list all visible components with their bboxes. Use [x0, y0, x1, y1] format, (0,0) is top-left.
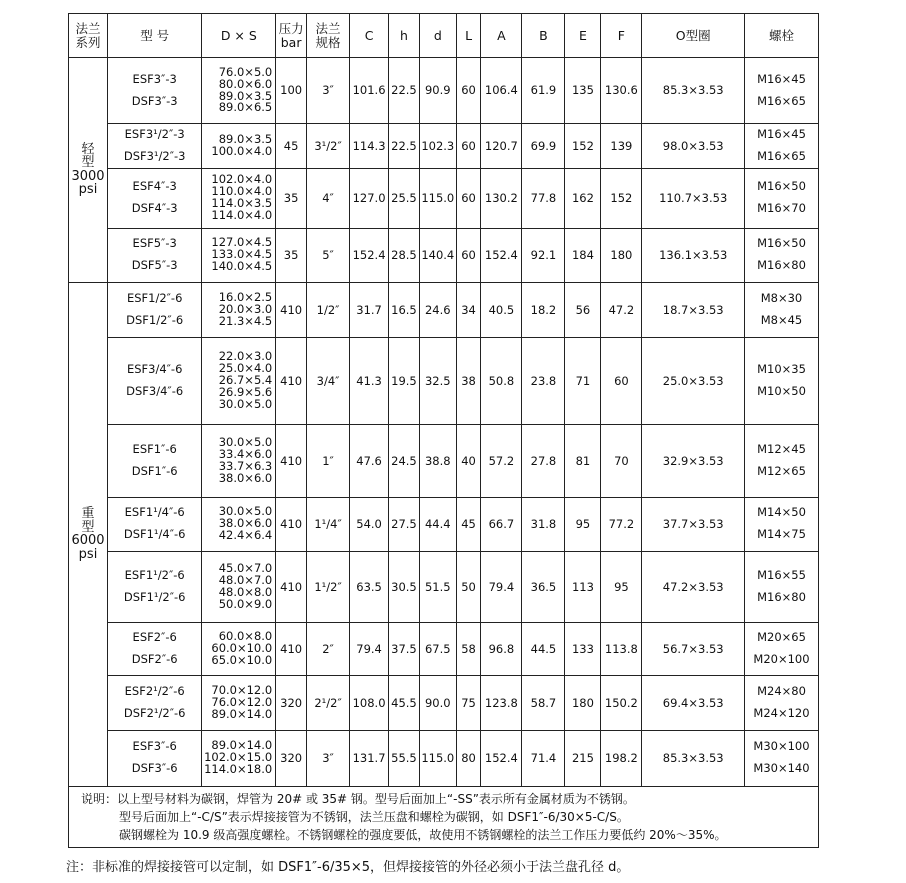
bolt-cell: M16×55 M16×80	[745, 551, 819, 622]
header-model: 型 号	[107, 14, 201, 58]
b-cell: 69.9	[522, 124, 565, 169]
bar-cell: 410	[276, 337, 307, 424]
a-cell: 152.4	[481, 228, 522, 282]
d-cell: 38.8	[419, 424, 456, 497]
h-cell: 28.5	[389, 228, 420, 282]
b-cell: 31.8	[522, 497, 565, 551]
b-cell: 44.5	[522, 622, 565, 675]
l-cell: 50	[456, 551, 481, 622]
f-cell: 139	[601, 124, 642, 169]
c-cell: 54.0	[350, 497, 389, 551]
b-cell: 92.1	[522, 228, 565, 282]
model-cell: ESF3″-3 DSF3″-3	[107, 58, 201, 124]
e-cell: 180	[565, 675, 601, 730]
note-line-1: 说明：以上型号材料为碳钢，焊管为 20# 或 35# 钢。型号后面加上“-SS”表示所有金属材质为不锈钢。	[81, 791, 635, 806]
oring-cell: 136.1×3.53	[642, 228, 745, 282]
bolt-cell: M16×45 M16×65	[745, 124, 819, 169]
f-cell: 113.8	[601, 622, 642, 675]
f-cell: 70	[601, 424, 642, 497]
bar-cell: 320	[276, 675, 307, 730]
model-cell: ESF1¹/2″-6 DSF1¹/2″-6	[107, 551, 201, 622]
a-cell: 96.8	[481, 622, 522, 675]
f-cell: 198.2	[601, 730, 642, 786]
footnote: 注：非标准的焊接接管可以定制，如 DSF1″-6/35×5，但焊接接管的外径必须小于法兰盘孔径 d。	[66, 860, 630, 875]
size-cell: 3″	[307, 58, 350, 124]
header-oring: O型圈	[642, 14, 745, 58]
h-cell: 19.5	[389, 337, 420, 424]
dxs-cell: 60.0×8.0 60.0×10.0 65.0×10.0	[202, 622, 276, 675]
e-cell: 71	[565, 337, 601, 424]
oring-cell: 32.9×3.53	[642, 424, 745, 497]
a-cell: 79.4	[481, 551, 522, 622]
oring-cell: 98.0×3.53	[642, 124, 745, 169]
dxs-cell: 30.0×5.0 33.4×6.0 33.7×6.3 38.0×6.0	[202, 424, 276, 497]
d-cell: 90.9	[419, 58, 456, 124]
a-cell: 40.5	[481, 282, 522, 337]
h-cell: 22.5	[389, 124, 420, 169]
header-a: A	[481, 14, 522, 58]
dxs-cell: 76.0×5.0 80.0×6.0 89.0×3.5 89.0×6.5	[202, 58, 276, 124]
a-cell: 152.4	[481, 730, 522, 786]
bolt-cell: M16×50 M16×70	[745, 168, 819, 228]
oring-cell: 18.7×3.53	[642, 282, 745, 337]
a-cell: 120.7	[481, 124, 522, 169]
c-cell: 47.6	[350, 424, 389, 497]
size-cell: 3″	[307, 730, 350, 786]
bar-cell: 410	[276, 282, 307, 337]
model-cell: ESF2¹/2″-6 DSF2¹/2″-6	[107, 675, 201, 730]
oring-cell: 85.3×3.53	[642, 58, 745, 124]
f-cell: 77.2	[601, 497, 642, 551]
bar-cell: 410	[276, 622, 307, 675]
c-cell: 41.3	[350, 337, 389, 424]
b-cell: 61.9	[522, 58, 565, 124]
header-dxs: D × S	[202, 14, 276, 58]
notes-row	[69, 786, 819, 847]
header-f: F	[601, 14, 642, 58]
note-line-2: 型号后面加上“-C/S”表示焊接接管为不锈钢，法兰压盘和螺栓为碳钢，如 DSF1″-6/30×5-C/S。	[119, 809, 629, 824]
c-cell: 114.3	[350, 124, 389, 169]
f-cell: 130.6	[601, 58, 642, 124]
c-cell: 31.7	[350, 282, 389, 337]
h-cell: 22.5	[389, 58, 420, 124]
dxs-cell: 16.0×2.5 20.0×3.0 21.3×4.5	[202, 282, 276, 337]
e-cell: 133	[565, 622, 601, 675]
dxs-cell: 22.0×3.0 25.0×4.0 26.7×5.4 26.9×5.6 30.0×5.0	[202, 337, 276, 424]
h-cell: 25.5	[389, 168, 420, 228]
bar-cell: 35	[276, 168, 307, 228]
oring-cell: 69.4×3.53	[642, 675, 745, 730]
l-cell: 60	[456, 168, 481, 228]
dxs-cell: 30.0×5.0 38.0×6.0 42.4×6.4	[202, 497, 276, 551]
header-pressure: 压力 bar	[276, 14, 307, 58]
model-cell: ESF4″-3 DSF4″-3	[107, 168, 201, 228]
f-cell: 180	[601, 228, 642, 282]
d-cell: 90.0	[419, 675, 456, 730]
b-cell: 23.8	[522, 337, 565, 424]
table-row	[69, 282, 819, 337]
h-cell: 24.5	[389, 424, 420, 497]
l-cell: 80	[456, 730, 481, 786]
oring-cell: 47.2×3.53	[642, 551, 745, 622]
e-cell: 152	[565, 124, 601, 169]
bar-cell: 410	[276, 424, 307, 497]
bar-cell: 410	[276, 497, 307, 551]
d-cell: 102.3	[419, 124, 456, 169]
c-cell: 63.5	[350, 551, 389, 622]
e-cell: 95	[565, 497, 601, 551]
f-cell: 95	[601, 551, 642, 622]
l-cell: 60	[456, 228, 481, 282]
header-series: 法兰 系列	[69, 14, 108, 58]
bolt-cell: M16×45 M16×65	[745, 58, 819, 124]
size-cell: 2¹/2″	[307, 675, 350, 730]
l-cell: 38	[456, 337, 481, 424]
dxs-cell: 127.0×4.5 133.0×4.5 140.0×4.5	[202, 228, 276, 282]
d-cell: 140.4	[419, 228, 456, 282]
bolt-cell: M30×100 M30×140	[745, 730, 819, 786]
size-cell: 1¹/2″	[307, 551, 350, 622]
d-cell: 51.5	[419, 551, 456, 622]
bolt-cell: M12×45 M12×65	[745, 424, 819, 497]
e-cell: 184	[565, 228, 601, 282]
bolt-cell: M14×50 M14×75	[745, 497, 819, 551]
d-cell: 24.6	[419, 282, 456, 337]
b-cell: 77.8	[522, 168, 565, 228]
c-cell: 101.6	[350, 58, 389, 124]
oring-cell: 37.7×3.53	[642, 497, 745, 551]
dxs-cell: 89.0×14.0 102.0×15.0 114.0×18.0	[202, 730, 276, 786]
header-bolt: 螺栓	[745, 14, 819, 58]
size-cell: 1″	[307, 424, 350, 497]
header-size: 法兰 规格	[307, 14, 350, 58]
bolt-cell: M10×35 M10×50	[745, 337, 819, 424]
a-cell: 66.7	[481, 497, 522, 551]
series-label: 轻 型 3000 psi	[69, 58, 108, 283]
table-row	[69, 551, 819, 622]
header-row	[69, 14, 819, 58]
c-cell: 152.4	[350, 228, 389, 282]
series-label: 重 型 6000 psi	[69, 282, 108, 786]
b-cell: 27.8	[522, 424, 565, 497]
table-row	[69, 622, 819, 675]
l-cell: 34	[456, 282, 481, 337]
e-cell: 113	[565, 551, 601, 622]
notes-cell	[69, 786, 819, 847]
e-cell: 135	[565, 58, 601, 124]
l-cell: 58	[456, 622, 481, 675]
bar-cell: 100	[276, 58, 307, 124]
table-row	[69, 337, 819, 424]
h-cell: 27.5	[389, 497, 420, 551]
oring-cell: 85.3×3.53	[642, 730, 745, 786]
d-cell: 115.0	[419, 730, 456, 786]
dxs-cell: 89.0×3.5 100.0×4.0	[202, 124, 276, 169]
d-cell: 32.5	[419, 337, 456, 424]
note-line-3: 碳钢螺栓为 10.9 级高强度螺栓。不锈钢螺栓的强度要低，故使用不锈钢螺栓的法兰工作压力要低约 20%～35%。	[119, 827, 727, 842]
size-cell: 3/4″	[307, 337, 350, 424]
f-cell: 150.2	[601, 675, 642, 730]
header-l: L	[456, 14, 481, 58]
h-cell: 37.5	[389, 622, 420, 675]
l-cell: 40	[456, 424, 481, 497]
c-cell: 127.0	[350, 168, 389, 228]
h-cell: 55.5	[389, 730, 420, 786]
e-cell: 56	[565, 282, 601, 337]
header-d: d	[419, 14, 456, 58]
size-cell: 1/2″	[307, 282, 350, 337]
model-cell: ESF2″-6 DSF2″-6	[107, 622, 201, 675]
c-cell: 79.4	[350, 622, 389, 675]
a-cell: 106.4	[481, 58, 522, 124]
c-cell: 108.0	[350, 675, 389, 730]
table-row	[69, 424, 819, 497]
bolt-cell: M16×50 M16×80	[745, 228, 819, 282]
a-cell: 57.2	[481, 424, 522, 497]
h-cell: 45.5	[389, 675, 420, 730]
table-row	[69, 228, 819, 282]
e-cell: 162	[565, 168, 601, 228]
d-cell: 67.5	[419, 622, 456, 675]
size-cell: 4″	[307, 168, 350, 228]
header-c: C	[350, 14, 389, 58]
a-cell: 123.8	[481, 675, 522, 730]
l-cell: 60	[456, 124, 481, 169]
size-cell: 2″	[307, 622, 350, 675]
l-cell: 45	[456, 497, 481, 551]
size-cell: 5″	[307, 228, 350, 282]
model-cell: ESF3/4″-6 DSF3/4″-6	[107, 337, 201, 424]
model-cell: ESF3″-6 DSF3″-6	[107, 730, 201, 786]
d-cell: 44.4	[419, 497, 456, 551]
table-row	[69, 497, 819, 551]
oring-cell: 56.7×3.53	[642, 622, 745, 675]
e-cell: 81	[565, 424, 601, 497]
size-cell: 1¹/4″	[307, 497, 350, 551]
b-cell: 36.5	[522, 551, 565, 622]
oring-cell: 25.0×3.53	[642, 337, 745, 424]
bolt-cell: M8×30 M8×45	[745, 282, 819, 337]
table-row	[69, 730, 819, 786]
h-cell: 16.5	[389, 282, 420, 337]
l-cell: 60	[456, 58, 481, 124]
d-cell: 115.0	[419, 168, 456, 228]
table-row	[69, 168, 819, 228]
l-cell: 75	[456, 675, 481, 730]
bar-cell: 45	[276, 124, 307, 169]
bolt-cell: M20×65 M20×100	[745, 622, 819, 675]
oring-cell: 110.7×3.53	[642, 168, 745, 228]
table-row	[69, 58, 819, 124]
dxs-cell: 70.0×12.0 76.0×12.0 89.0×14.0	[202, 675, 276, 730]
bolt-cell: M24×80 M24×120	[745, 675, 819, 730]
model-cell: ESF1¹/4″-6 DSF1¹/4″-6	[107, 497, 201, 551]
f-cell: 60	[601, 337, 642, 424]
b-cell: 18.2	[522, 282, 565, 337]
f-cell: 152	[601, 168, 642, 228]
model-cell: ESF1/2″-6 DSF1/2″-6	[107, 282, 201, 337]
a-cell: 130.2	[481, 168, 522, 228]
model-cell: ESF3¹/2″-3 DSF3¹/2″-3	[107, 124, 201, 169]
b-cell: 58.7	[522, 675, 565, 730]
table-row	[69, 124, 819, 169]
header-b: B	[522, 14, 565, 58]
model-cell: ESF1″-6 DSF1″-6	[107, 424, 201, 497]
header-h: h	[389, 14, 420, 58]
bar-cell: 410	[276, 551, 307, 622]
size-cell: 3¹/2″	[307, 124, 350, 169]
flange-spec-table	[68, 13, 819, 848]
f-cell: 47.2	[601, 282, 642, 337]
table-row	[69, 675, 819, 730]
model-cell: ESF5″-3 DSF5″-3	[107, 228, 201, 282]
c-cell: 131.7	[350, 730, 389, 786]
dxs-cell: 102.0×4.0 110.0×4.0 114.0×3.5 114.0×4.0	[202, 168, 276, 228]
b-cell: 71.4	[522, 730, 565, 786]
bar-cell: 35	[276, 228, 307, 282]
a-cell: 50.8	[481, 337, 522, 424]
h-cell: 30.5	[389, 551, 420, 622]
header-e: E	[565, 14, 601, 58]
dxs-cell: 45.0×7.0 48.0×7.0 48.0×8.0 50.0×9.0	[202, 551, 276, 622]
bar-cell: 320	[276, 730, 307, 786]
e-cell: 215	[565, 730, 601, 786]
table-body	[69, 58, 819, 787]
